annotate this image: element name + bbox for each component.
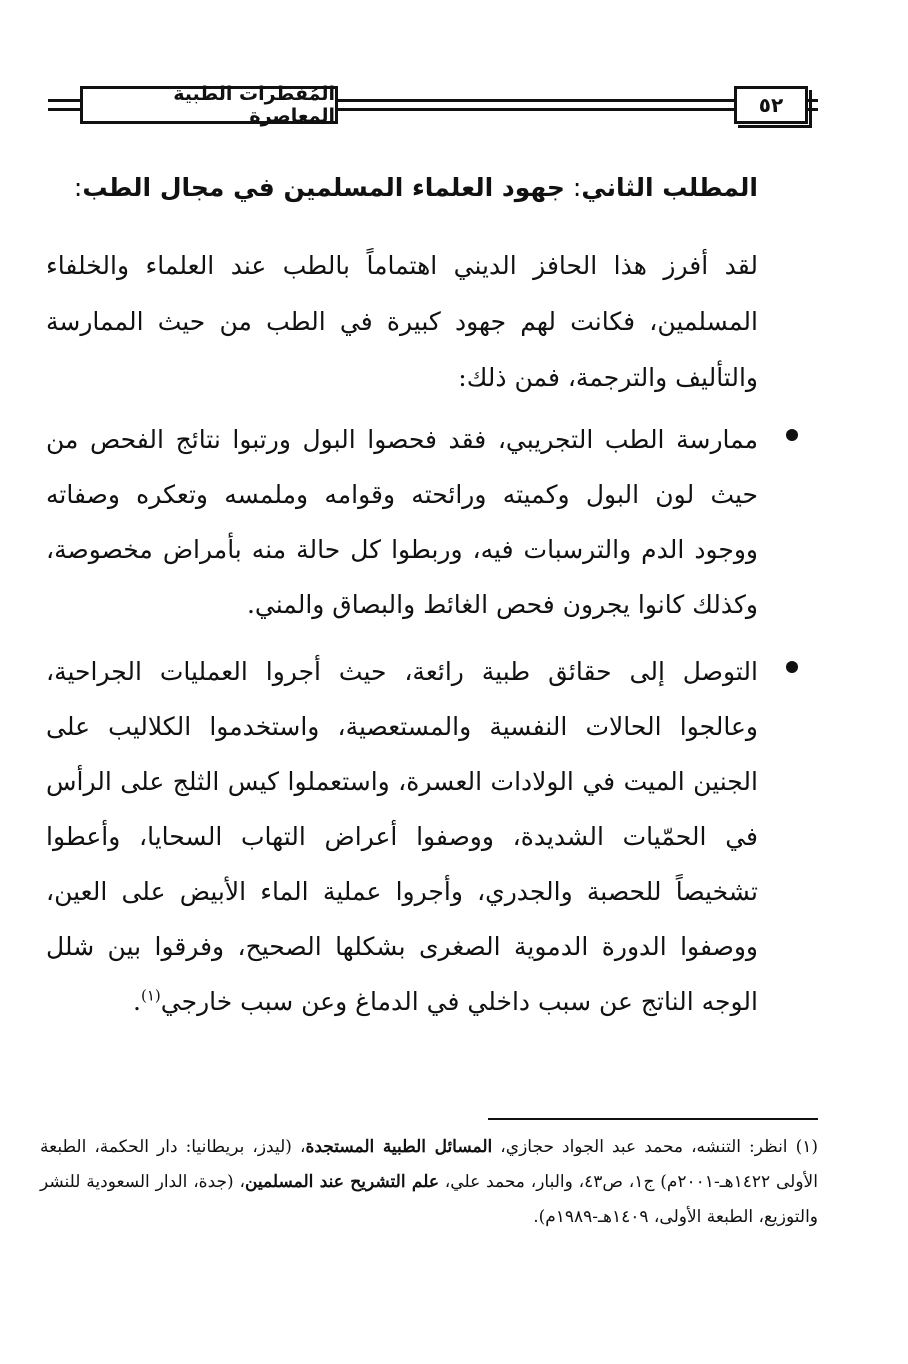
footnote-text-1: انظر: التنشه، محمد عبد الجواد حجازي،: [492, 1137, 788, 1157]
running-title: المُفطرات الطبية المعاصرة: [80, 86, 338, 124]
section-heading-end: :: [73, 173, 83, 202]
section-heading: [46, 168, 758, 208]
running-header: [48, 82, 818, 128]
header-rule-middle: [338, 99, 778, 111]
footnote: [40, 1130, 818, 1235]
section-heading-colon: :: [564, 173, 582, 202]
list-item: [46, 412, 798, 632]
bullet-text: ممارسة الطب التجريبي، فقد فحصوا البول ورتبوا نتائج الفحص من حيث لون البول وكميته ورائحته وقوامه وملمسه وتعكره وصفاته ووجود الدم والترسبات فيه، وربطوا كل حالة منه بأمراض مخصوصة، وكذلك كانوا يجرون فحص الغائط والبصاق والمني.: [46, 425, 758, 619]
section-heading-topic: جهود العلماء المسلمين في مجال الطب: [82, 173, 565, 202]
list-item: [46, 644, 798, 1029]
footnote-book-title-1: المسائل الطبية المستجدة: [305, 1137, 493, 1157]
footnote-number: (١): [787, 1137, 818, 1157]
bullet-list: [46, 412, 798, 1041]
footnote-book-title-2: علم التشريح عند المسلمين: [244, 1172, 439, 1192]
header-rule-left: [48, 99, 80, 111]
bullet-icon: [786, 429, 798, 441]
intro-paragraph: لقد أفرز هذا الحافز الديني اهتماماً بالطب عند العلماء والخلفاء المسلمين، فكانت لهم جهود كبيرة في الطب من حيث الممارسة والتأليف والترجمة، فمن ذلك:: [46, 251, 758, 392]
footnote-reference[interactable]: (١): [141, 986, 161, 1005]
footnote-text-3: ، (جدة، الدار السعودية للنشر والتوزيع، الطبعة الأولى، ١٤٠٩هـ-١٩٨٩م).: [40, 1172, 818, 1227]
page-number: ٥٢: [734, 86, 808, 124]
bullet-text: التوصل إلى حقائق طبية رائعة، حيث أجروا العمليات الجراحية، وعالجوا الحالات النفسية والمستعصية، واستخدموا الكلاليب على الجنين الميت في الولادات العسرة، واستعملوا كيس الثلج على الرأس في الحمّيات الشديدة، ووصفوا أعراض التهاب السحايا، وأعطوا تشخيصاً للحصبة والجدري، وأجروا عملية الماء الأبيض على العين، ووصفوا الدورة الدموية الصغرى بشكلها الصحيح، وفرقوا بين شلل الوجه الناتج عن سبب داخلي في الدماغ وعن سبب خارجي: [46, 657, 758, 1016]
bullet-icon: [786, 661, 798, 673]
header-rule-right: [808, 99, 818, 111]
bullet-end-punct: .: [133, 987, 141, 1016]
footnote-text-2: ، (ليدز، بريطانيا: دار الحكمة، الطبعة الأولى ١٤٢٢هـ-٢٠٠١م) ج١، ص٤٣، والبار، محمد علي،: [40, 1137, 818, 1192]
section-heading-label: المطلب الثاني: [581, 173, 758, 202]
footnote-separator: [488, 1118, 818, 1120]
